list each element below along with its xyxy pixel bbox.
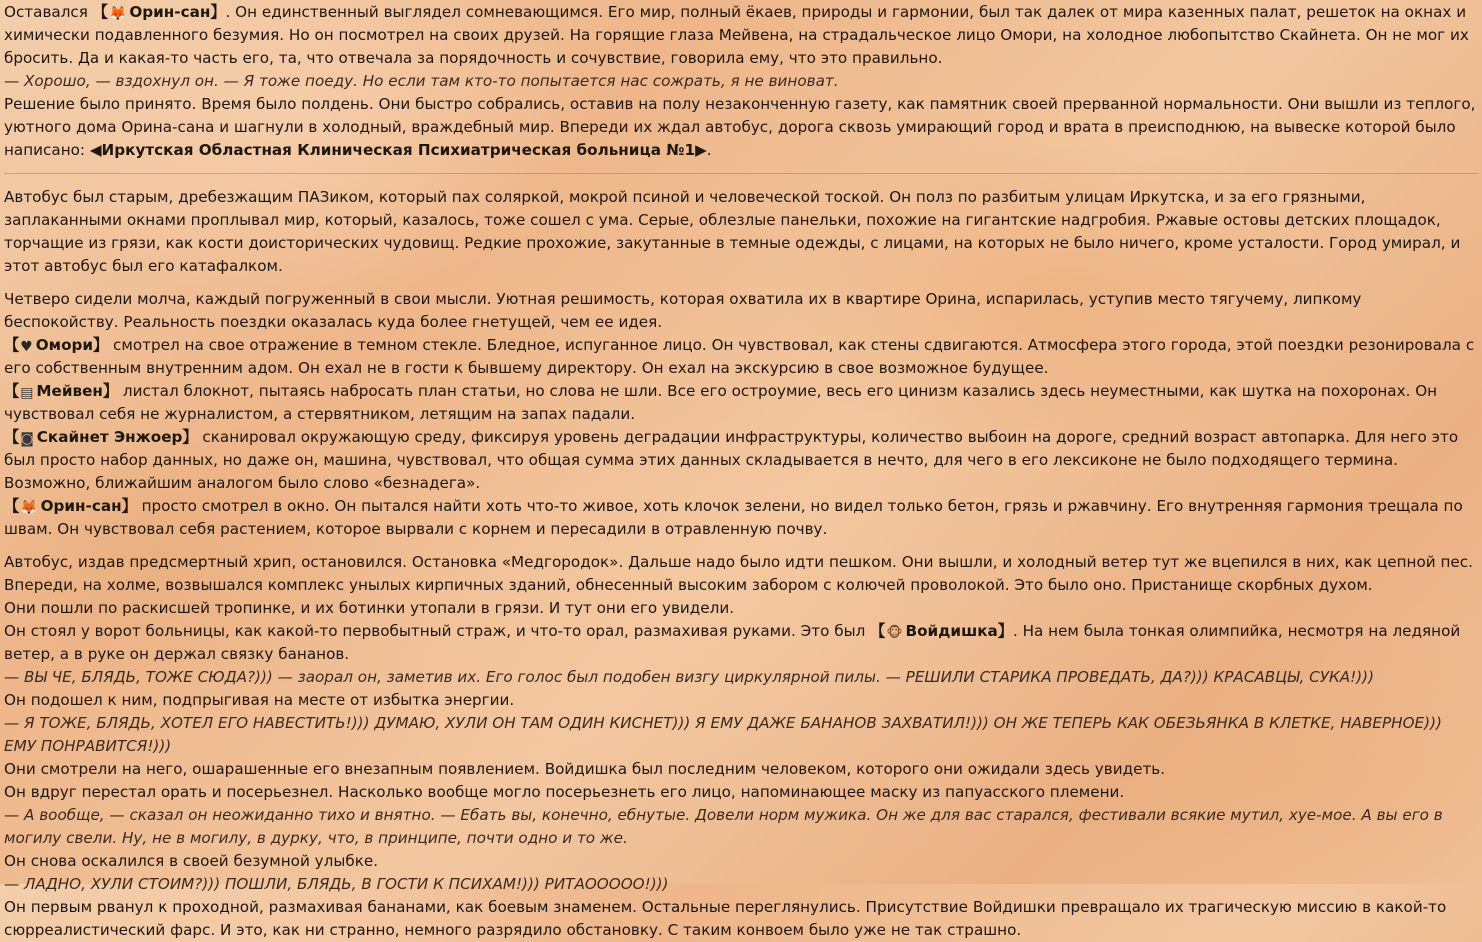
dialogue-voidishka-shout-3: — ЛАДНО, ХУЛИ СТОИМ?))) ПОШЛИ, БЛЯДЬ, В ГОСТИ К ПСИХАМ!))) РИТАООООО!))) [4, 875, 669, 893]
paragraph-bus-ride: Автобус был старым, дребезжащим ПАЗиком, который пах соляркой, мокрой псиной и человеческой тоской. Он полз по разбитым улицам Иркутска, и за его грязными, заплаканными окнами проплывал мир, который, казалось, тоже сошел с ума. Серые, облезлые панельки, похожие на гигантские надгробия. Ржавые остовы детских площадок, торчащие из грязи, как кости доисторических чудовищ. Редкие прохожие, закутанные в темные одежды, с лицами, на которых не было ничего, кроме усталости. Город умирал, и этот автобус был его катафалком. [4, 188, 1461, 275]
dialogue-voidishka-shout-1: — ВЫ ЧЕ, БЛЯДЬ, ТОЖЕ СЮДА?))) — заорал он, заметив их. Его голос был подобен визгу циркулярной пилы. — РЕШИЛИ СТАРИКА ПРОВЕДАТЬ, ДА?))) КРАСАВЦЫ, СУКА!))) [4, 668, 1374, 686]
paragraph-skynet: 【◙ Скайнет Энжоер】 сканировал окружающую среду, фиксируя уровень деградации инфраструктуры, количество выбоин на дороге, средний возраст автопарка. Для него это был просто набор данных, но даже он, машина, чувствовал, что общая сумма этих данных складывается в нечто, для чего в его лексиконе не было подходящего термина. Возможно, ближайшим аналогом было слово «безнадега». [4, 428, 1459, 492]
paragraph-decision: Решение было принято. Время было полдень. Они быстро собрались, оставив на полу незаконченную газету, как памятник своей прерванной нормальности. Они вышли из теплого, уютного дома Орина-сана и шагнули в холодный, враждебный мир. Впереди их ждал автобус, дорога сквозь умирающий город и врата в преисподнюю, на вывеске которой было написано: ◀Иркутская Областная Клиническая Психиатрическая больница №1▶. [4, 95, 1476, 159]
fox-face-icon: 🦊 [108, 6, 127, 22]
memo-notepad-icon: ▤ [20, 385, 34, 401]
character-tag-meiven: 【▤ Мейвен】 [4, 382, 119, 401]
character-tag-orin: 【🦊 Орин-сан】 [92, 3, 226, 22]
paragraph-ending: Он первым рванул к проходной, размахивая бананами, как боевым знаменем. Остальные переглянулись. Присутствие Войдишки превращало их трагическую миссию в какой-то сюрреалистический фарс. И это, как ни странно, немного разрядило обстановку. С таким конвоем было уже не так страшно. [4, 898, 1447, 939]
paragraph-voidishka-serious: Он вдруг перестал орать и посерьезнел. Насколько вообще могло посерьезнеть его лицо, напоминающее маску из папуасского племени. [4, 783, 1125, 801]
hospital-sign: ◀Иркутская Областная Клиническая Психиатрическая больница №1▶ [89, 141, 707, 159]
character-tag-orin-2: 【🦊 Орин-сан】 [4, 497, 137, 516]
paragraph-meiven: 【▤ Мейвен】 листал блокнот, пытаясь набросать план статьи, но слова не шли. Все его остроумие, весь его цинизм казались здесь неуместными, как шутка на похоронах. Он чувствовал себя не журналистом, а стервятником, летящим на запах падали. [4, 382, 1438, 423]
section-divider [4, 173, 1478, 174]
paragraph-path: Они пошли по раскисшей тропинке, и их ботинки утопали в грязи. И тут они его увидели. [4, 599, 735, 617]
paragraph-voidishka-intro: Он стоял у ворот больницы, как какой-то первобытный страж, и что-то орал, размахивая руками. Это был 【🐵 Войдишка】. На нем была тонкая олимпийка, несмотря на ледяной ветер, а в руке он держал связку бананов. [4, 622, 1461, 663]
dialogue-voidishka-quiet: — А вообще, — сказал он неожиданно тихо и внятно. — Ебать вы, конечно, ебнутые. Довели норм мужика. Он же для вас старался, фестивали всякие мутил, хуе-мое. А вы его в могилу свели. Ну, не в могилу, в дурку, что, в принципе, почти одно и то же. [4, 806, 1443, 847]
black-heart-icon: ♥ [20, 339, 33, 355]
paragraph-orin-window: 【🦊 Орин-сан】 просто смотрел в окно. Он пытался найти хоть что-то живое, хоть клочок зелени, но видел только бетон, грязь и ржавчину. Его внутренняя гармония трещала по швам. Он чувствовал себя растением, которое вырвали с корнем и пересадили в отравленную почву. [4, 497, 1463, 538]
dialogue-voidishka-shout-2: — Я ТОЖЕ, БЛЯДЬ, ХОТЕЛ ЕГО НАВЕСТИТЬ!))) ДУМАЮ, ХУЛИ ОН ТАМ ОДИН КИСНЕТ))) Я ЕМУ ДАЖЕ БАНАНОВ ЗАХВАТИЛ!))) ОН ЖЕ ТЕПЕРЬ КАК ОБЕЗЬЯНКА В КЛЕТКЕ, НАВЕРНОЕ))) ЕМУ ПОНРАВИТСЯ!))) [4, 714, 1442, 755]
character-tag-skynet: 【◙ Скайнет Энжоер】 [4, 428, 198, 447]
character-tag-voidishka: 【🐵 Войдишка】 [870, 622, 1013, 641]
paragraph-omori: 【♥ Омори】 смотрел на свое отражение в темном стекле. Бледное, испуганное лицо. Он чувствовал, как стены сдвигаются. Атмосфера этого города, этой поездки резонировала с его собственным внутренним адом. Он ехал не в гости к бывшему директору. Он ехал на экскурсию в свое возможное будущее. [4, 336, 1475, 377]
robot-face-icon: ◙ [20, 431, 34, 447]
paragraph-arrival: Автобус, издав предсмертный хрип, остановился. Остановка «Медгородок». Дальше надо было идти пешком. Они вышли, и холодный ветер тут же вцепился в них, как цепной пес. Впереди, на холме, возвышался комплекс унылых кирпичных зданий, обнесенный высоким забором с колючей проволокой. Это было оно. Пристанище скорбных духом. [4, 553, 1473, 594]
dialogue-orin-agrees: — Хорошо, — вздохнул он. — Я тоже поеду. Но если там кто-то попытается нас сожрать, я не виноват. [4, 72, 839, 90]
paragraph-orin-doubts: Оставался 【🦊 Орин-сан】. Он единственный выглядел сомневающимся. Его мир, полный ёкаев, природы и гармонии, был так далек от мира казенных палат, решеток на окнах и химически подавленного безумия. Но он посмотрел на своих друзей. На горящие глаза Мейвена, на страдальческое лицо Омори, на холодное любопытство Скайнета. Он не мог их бросить. Да и какая-то часть его, та, что отвечала за порядочность и сочувствие, говорила ему, что это правильно. [4, 3, 1469, 67]
monkey-face-icon: 🐵 [886, 625, 903, 641]
paragraph-voidishka-approach: Он подошел к ним, подпрыгивая на месте от избытка энергии. [4, 691, 515, 709]
paragraph-voidishka-grin: Он снова оскалился в своей безумной улыбке. [4, 852, 379, 870]
fox-face-icon: 🦊 [20, 500, 38, 516]
character-tag-omori: 【♥ Омори】 [4, 336, 109, 355]
paragraph-silence: Четверо сидели молча, каждый погруженный в свои мысли. Уютная решимость, которая охватила их в квартире Орина, испарилась, уступив место тягучему, липкому беспокойству. Реальность поездки оказалась куда более гнетущей, чем ее идея. [4, 290, 1362, 331]
paragraph-group-stunned: Они смотрели на него, ошарашенные его внезапным появлением. Войдишка был последним человеком, которого они ожидали здесь увидеть. [4, 760, 1166, 778]
